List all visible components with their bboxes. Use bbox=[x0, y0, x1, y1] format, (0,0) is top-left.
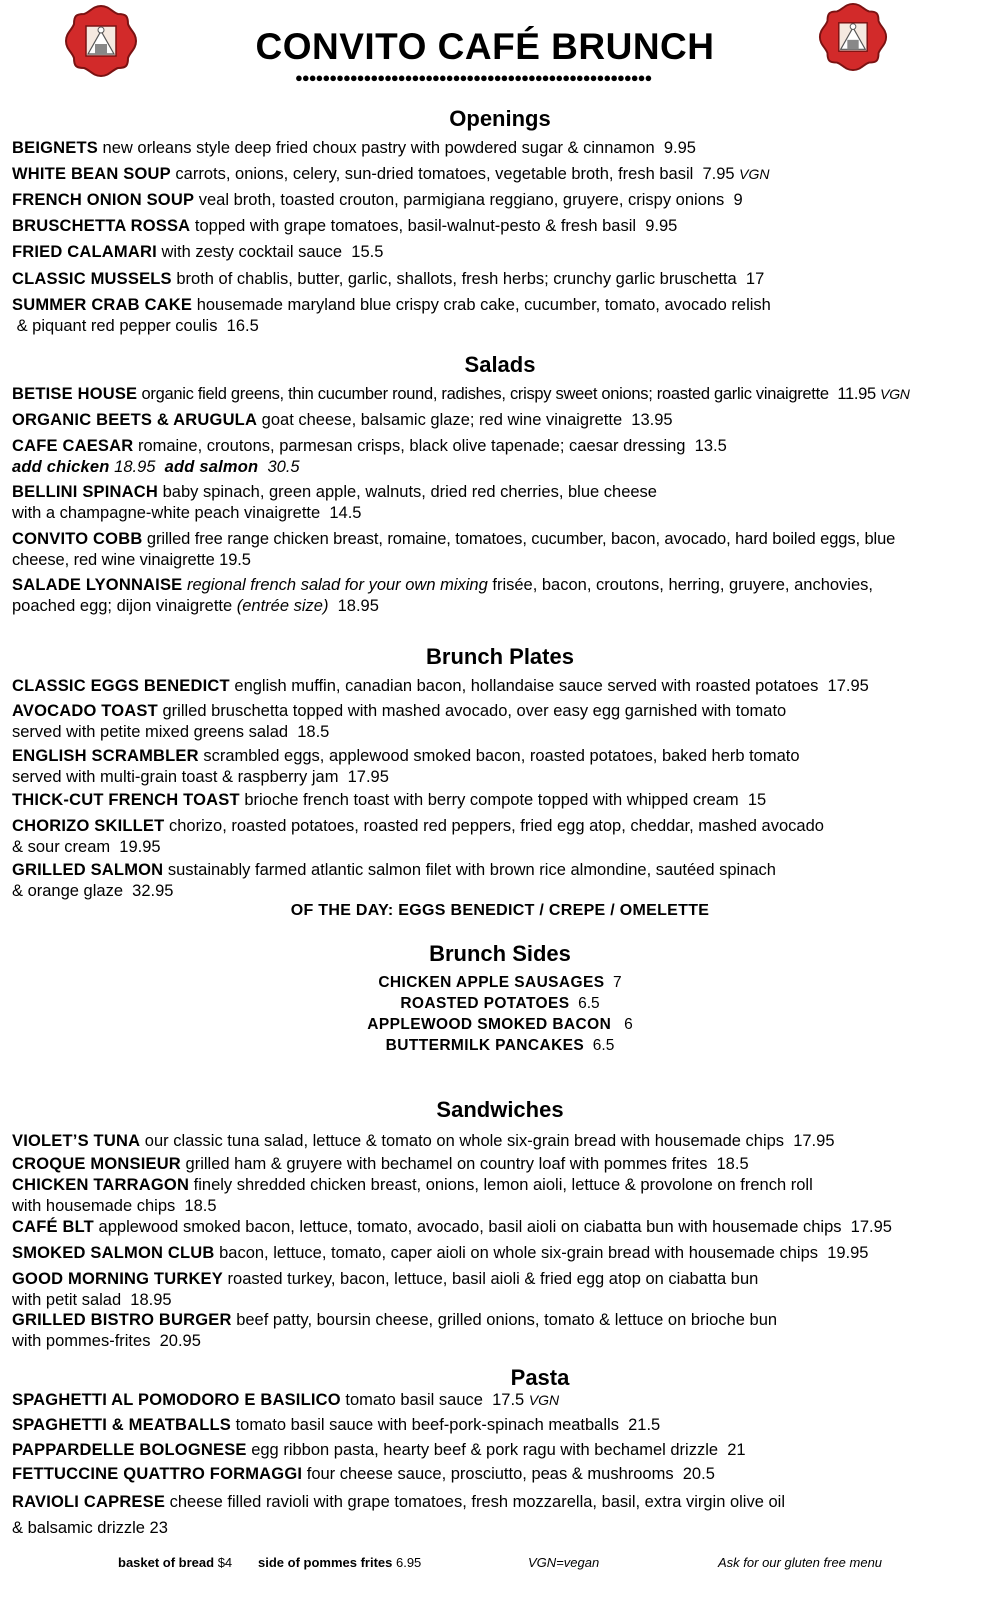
footer-vgn-note: VGN=vegan bbox=[528, 1555, 600, 1570]
section-heading-pasta: Pasta bbox=[510, 1365, 570, 1390]
menu-item: CHORIZO SKILLET chorizo, roasted potatoes, roasted red peppers, fried egg atop, cheddar, mashed avocado & sour cream 19.95 bbox=[12, 817, 824, 856]
menu-item: CONVITO COBB grilled free range chicken breast, romaine, tomatoes, cucumber, bacon, avocado, hard boiled eggs, blue cheese, red wine vinaigrette 19.5 bbox=[12, 530, 896, 569]
menu-item: VIOLET’S TUNA our classic tuna salad, lettuce & tomato on whole six-grain bread with housemade chips 17.95 bbox=[12, 1132, 835, 1150]
menu-item: CAFÉ BLT applewood smoked bacon, lettuce, tomato, avocado, basil aioli on ciabatta bun with housemade chips 17.95 bbox=[12, 1218, 892, 1236]
footer-bread: basket of bread $4 bbox=[118, 1555, 233, 1570]
menu-item: RAVIOLI CAPRESE cheese filled ravioli with grape tomatoes, fresh mozzarella, basil, extra virgin olive oil & balsamic drizzle 23 bbox=[12, 1493, 785, 1537]
side-item: BUTTERMILK PANCAKES 6.5 bbox=[385, 1037, 615, 1054]
menu-item: BEIGNETS new orleans style deep fried choux pastry with powdered sugar & cinnamon 9.95 bbox=[12, 139, 696, 157]
menu-item: CROQUE MONSIEUR grilled ham & gruyere with bechamel on country loaf with pommes frites 18.5 bbox=[12, 1155, 749, 1173]
menu-item: WHITE BEAN SOUP carrots, onions, celery, sun-dried tomatoes, vegetable broth, fresh basil 7.95 VGN bbox=[12, 165, 770, 183]
menu-item: FRIED CALAMARI with zesty cocktail sauce 15.5 bbox=[12, 243, 384, 261]
menu-item: SMOKED SALMON CLUB bacon, lettuce, tomato, caper aioli on whole six-grain bread with housemade chips 19.95 bbox=[12, 1244, 869, 1262]
menu-item: GRILLED BISTRO BURGER beef patty, boursin cheese, grilled onions, tomato & lettuce on brioche bun with pommes-frites 20.95 bbox=[12, 1311, 778, 1350]
title-divider: ●●●●●●●●●●●●●●●●●●●●●●●●●●●●●●●●●●●●●●●●●●●●●●●●●●●● bbox=[295, 70, 652, 85]
menu-item: CAFE CAESAR romaine, croutons, parmesan crisps, black olive tapenade; caesar dressing 13.5 add chicken 18.95 add salmon 30.5 bbox=[12, 437, 727, 476]
menu-item: GOOD MORNING TURKEY roasted turkey, bacon, lettuce, basil aioli & fried egg atop on ciabatta bun with petit salad 18.95 bbox=[12, 1270, 759, 1309]
side-item: CHICKEN APPLE SAUSAGES 7 bbox=[378, 974, 622, 991]
menu-item: BRUSCHETTA ROSSA topped with grape tomatoes, basil-walnut-pesto & fresh basil 9.95 bbox=[12, 217, 678, 235]
section-heading-openings: Openings bbox=[449, 106, 551, 131]
menu-item: SPAGHETTI AL POMODORO E BASILICO tomato basil sauce 17.5 VGN bbox=[12, 1391, 560, 1409]
section-heading-brunch-sides: Brunch Sides bbox=[429, 941, 571, 966]
side-item: APPLEWOOD SMOKED BACON 6 bbox=[367, 1016, 633, 1033]
menu-item: AVOCADO TOAST grilled bruschetta topped with mashed avocado, over easy egg garnished with tomato served with petite mixed greens salad 18.5 bbox=[12, 702, 787, 741]
section-heading-brunch-plates: Brunch Plates bbox=[426, 644, 574, 669]
menu-item: SPAGHETTI & MEATBALLS tomato basil sauce with beef-pork-spinach meatballs 21.5 bbox=[12, 1416, 661, 1434]
page-title: CONVITO CAFÉ BRUNCH bbox=[255, 26, 715, 67]
menu-item: GRILLED SALMON sustainably farmed atlantic salmon filet with brown rice almondine, sautéed spinach & orange glaze 32.95 bbox=[12, 861, 776, 900]
of-the-day: OF THE DAY: EGGS BENEDICT / CREPE / OMELETTE bbox=[290, 902, 710, 919]
footer-frites: side of pommes frites 6.95 bbox=[258, 1555, 422, 1570]
menu-item: THICK-CUT FRENCH TOAST brioche french toast with berry compote topped with whipped cream 15 bbox=[12, 791, 767, 809]
menu-item: BELLINI SPINACH baby spinach, green apple, walnuts, dried red cherries, blue cheese with a champagne-white peach vinaigrette 14.5 bbox=[12, 483, 657, 522]
side-item: ROASTED POTATOES 6.5 bbox=[400, 995, 600, 1012]
menu-item: FETTUCCINE QUATTRO FORMAGGI four cheese sauce, prosciutto, peas & mushrooms 20.5 bbox=[12, 1465, 715, 1483]
menu-item: PAPPARDELLE BOLOGNESE egg ribbon pasta, hearty beef & pork ragu with bechamel drizzle 21 bbox=[12, 1441, 746, 1459]
footer-gluten-note: Ask for our gluten free menu bbox=[718, 1555, 883, 1570]
section-heading-sandwiches: Sandwiches bbox=[436, 1097, 564, 1122]
menu-item: SALADE LYONNAISE regional french salad for your own mixing frisée, bacon, croutons, herring, gruyere, anchovies, poached egg; dijon vinaigrette (entrée size) 18.95 bbox=[12, 576, 873, 615]
menu-item: ORGANIC BEETS & ARUGULA goat cheese, balsamic glaze; red wine vinaigrette 13.95 bbox=[12, 411, 673, 429]
menu-item: ENGLISH SCRAMBLER scrambled eggs, applewood smoked bacon, roasted potatoes, baked herb tomato served with multi-grain toast & raspberry jam 17.95 bbox=[12, 747, 800, 786]
menu-item: CLASSIC EGGS BENEDICT english muffin, canadian bacon, hollandaise sauce served with roasted potatoes 17.95 bbox=[12, 677, 869, 695]
menu-item: CHICKEN TARRAGON finely shredded chicken breast, onions, lemon aioli, lettuce & provolone on french roll with housemade chips 18.5 bbox=[12, 1176, 813, 1215]
menu-item: FRENCH ONION SOUP veal broth, toasted crouton, parmigiana reggiano, gruyere, crispy onions 9 bbox=[12, 191, 743, 209]
menu-item: BETISE HOUSE organic field greens, thin cucumber round, radishes, crispy sweet onions; roasted garlic vinaigrette 11.95 VGN bbox=[12, 385, 910, 403]
section-heading-salads: Salads bbox=[464, 352, 536, 377]
menu-item: SUMMER CRAB CAKE housemade maryland blue crispy crab cake, cucumber, tomato, avocado relish & piquant red pepper coulis 16.5 bbox=[12, 296, 771, 335]
menu-item: CLASSIC MUSSELS broth of chablis, butter, garlic, shallots, fresh herbs; crunchy garlic bruschetta 17 bbox=[12, 270, 765, 288]
